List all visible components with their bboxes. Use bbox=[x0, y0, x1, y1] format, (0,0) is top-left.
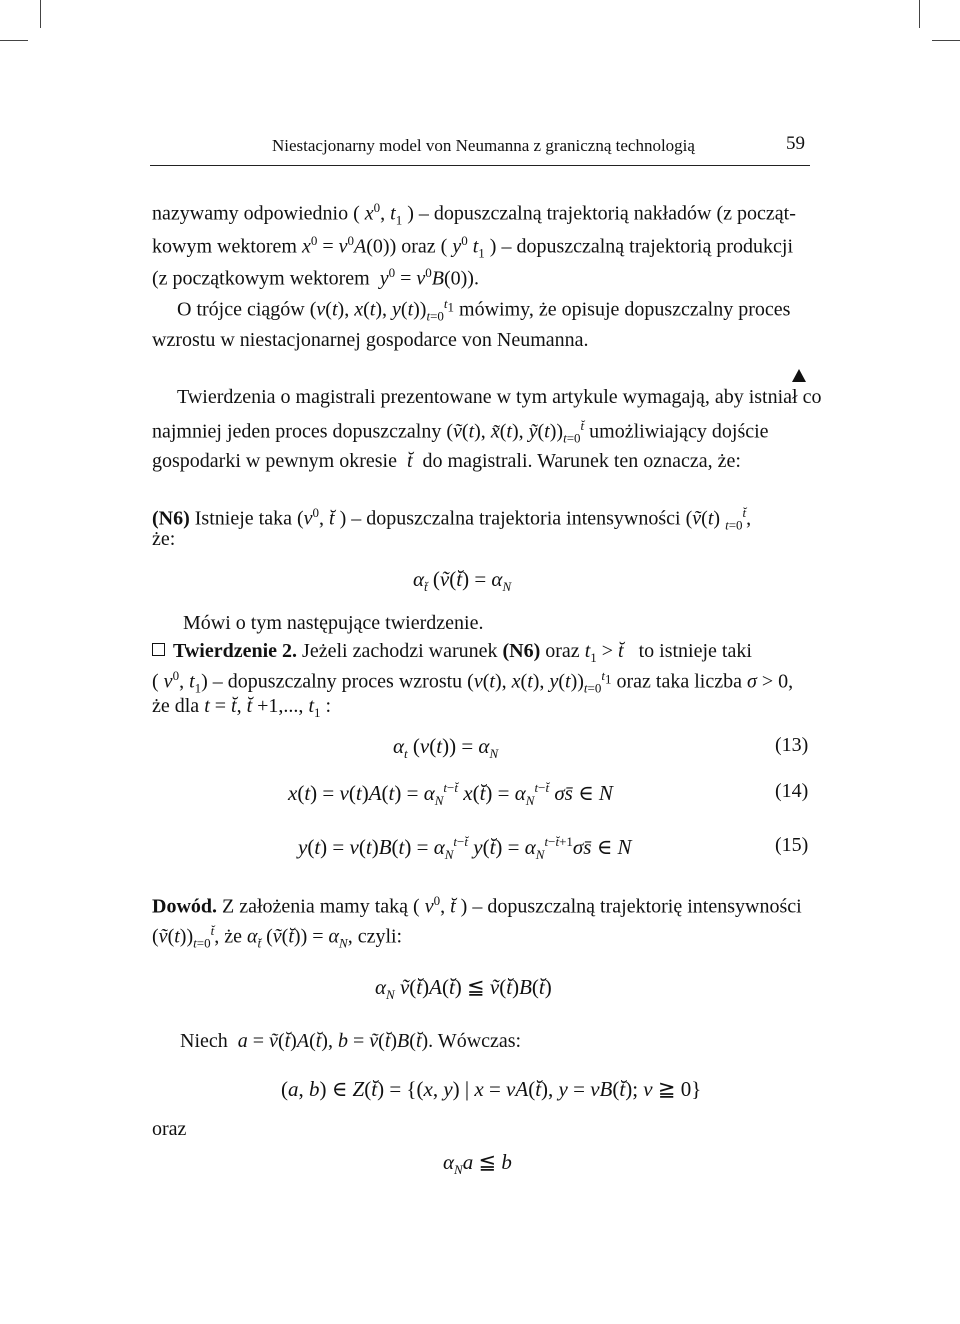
crop-mark-top-left bbox=[40, 0, 41, 28]
page-number: 59 bbox=[786, 133, 805, 154]
n6-ze: że: bbox=[152, 528, 176, 550]
proof-equation-2: (a, b) ∈ Z(t̆) = {(x, y) | x = vA(t̆), y = vB(t̆); v ≧ 0} bbox=[281, 1077, 702, 1101]
theorem-line2: ( $v^0$, $t_1$) – dopuszczalny proces wzrostu (v(t), x(t), $y(t))_{t=0}^{t_1}$ oraz taka liczba σ > 0, bbox=[152, 668, 794, 696]
proof-equation-3: $\alpha_Na$ ≦ b bbox=[443, 1150, 512, 1178]
running-title: Niestacjonarny model von Neumanna z graniczną technologią bbox=[272, 136, 695, 155]
proof-line1: Dowód. Z założenia mamy taką ( $v^0$, t̆ ) – dopuszczalną trajektorię intensywności bbox=[152, 893, 802, 918]
proof-niech-line: Niech a = ṽ(t̆)A(t̆), b = ṽ(t̆)B(t̆). Wówczas: bbox=[180, 1030, 522, 1052]
equation-15-number: (15) bbox=[775, 834, 809, 856]
p2-line2: najmniej jeden proces dopuszczalny (ṽ(t), x̃(t), $ỹ(t))_{t=0}^{t̆}$ umożliwiający dojście bbox=[152, 418, 769, 446]
equation-15: $y(t) = v(t)B(t) = \alpha_N^{t-t̆}$ y(t̆) = $\alpha_N^{t-t̆+1}\sigma s̄$ ∈ N bbox=[298, 834, 632, 863]
n6-line1: (N6) Istnieje taka ($v^0$, t̆ ) – dopuszczalna trajektoria intensywności (ṽ(t) $_{t=0}^{t̆}$, bbox=[152, 505, 752, 533]
theorem-box-icon bbox=[152, 643, 165, 656]
theorem-intro: Mówi o tym następujące twierdzenie. bbox=[183, 612, 484, 634]
proof-equation-1: $\alpha_N$ ṽ(t̆)A(t̆) ≦ ṽ(t̆)B(t̆) bbox=[375, 975, 552, 1003]
theorem-line3: że dla t = t̆, t̆ +1,..., $t_1$ : bbox=[152, 695, 332, 720]
crop-mark-left-h bbox=[0, 40, 28, 41]
equation-13: $\alpha_t$ $(v(t)) = \alpha_N$ bbox=[393, 734, 499, 762]
equation-14: $x(t) = v(t)A(t) = \alpha_N^{t-t̆}$ x(t̆) = $\alpha_N^{t-t̆}$ σs̄ ∈ N bbox=[288, 780, 613, 809]
p1-line5: wzrostu w niestacjonarnej gospodarce von Neumanna. bbox=[152, 329, 589, 351]
p2-line3: gospodarki w pewnym okresie t̆ do magistrali. Warunek ten oznacza, że: bbox=[152, 450, 741, 472]
crop-mark-top-right bbox=[919, 0, 920, 28]
crop-mark-right-h bbox=[932, 40, 960, 41]
equation-14-number: (14) bbox=[775, 780, 809, 802]
header-rule bbox=[150, 165, 810, 166]
p1-line2: kowym wektorem $x^0 = v^0A(0)$) oraz ( $y^0$ $t_1$ ) – dopuszczalną trajektorią produkcji bbox=[152, 233, 793, 261]
p2-line1: Twierdzenia o magistrali prezentowane w tym artykule wymagają, aby istniał co bbox=[177, 386, 822, 408]
p1-line3: (z początkowym wektorem $y^0 = v^0B(0)$). bbox=[152, 265, 479, 290]
theorem-line1: Twierdzenie 2. Jeżeli zachodzi warunek (N6) oraz $t_1$ > t̆ to istnieje taki bbox=[152, 640, 752, 666]
proof-line2: $(ṽ(t))_{t=0}^{t̆}$, że $\alpha_{t̆}$ (ṽ(t̆)) = $\alpha_N$, czyli: bbox=[152, 923, 403, 951]
p1-line1: nazywamy odpowiednio ( $x^0$, $t_1$ ) – dopuszczalną trajektorią nakładów (z począt- bbox=[152, 200, 796, 228]
p1-line4: O trójce ciągów (v(t), x(t), $y(t))_{t=0}^{t_1}$ mówimy, że opisuje dopuszczalny proces bbox=[177, 296, 791, 324]
equation-13-number: (13) bbox=[775, 734, 809, 756]
end-of-proof-triangle bbox=[792, 369, 806, 382]
n6-equation: $\alpha_{t̆}$ (ṽ(t̆) = $\alpha_N$ bbox=[413, 567, 512, 595]
proof-oraz: oraz bbox=[152, 1118, 187, 1140]
